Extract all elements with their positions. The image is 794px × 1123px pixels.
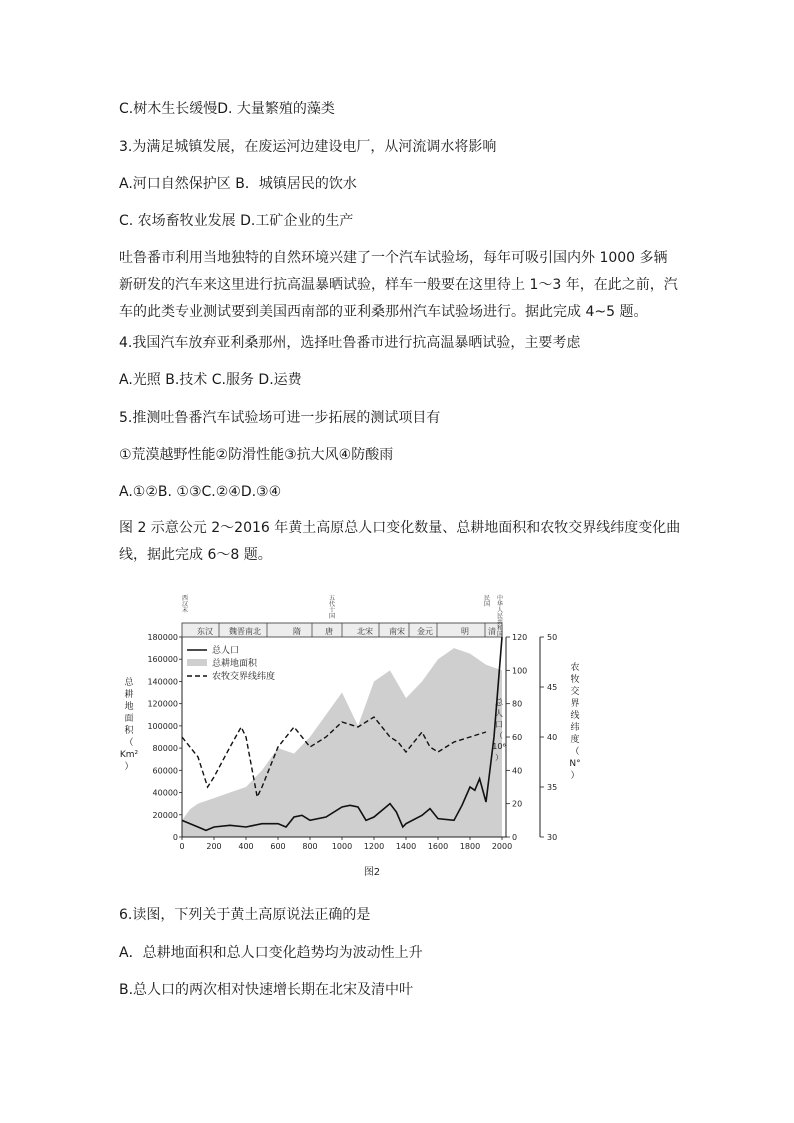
left-tick-label: 140000: [147, 677, 178, 687]
left-axis-title-char: 总: [124, 678, 134, 688]
x-tick-label: 800: [302, 842, 318, 851]
left-tick-label: 80000: [152, 744, 178, 754]
latitude-axis-title-char: 牧: [570, 675, 580, 685]
population-tick-label: 120: [512, 633, 528, 642]
x-tick-label: 1200: [363, 842, 385, 851]
x-tick-label: 200: [206, 842, 222, 851]
question-2-options-cd: C.树木生长缓慢D. 大量繁殖的藻类: [119, 101, 335, 117]
dynasty-top-label-char: 人: [496, 607, 504, 614]
dynasty-label: 明: [461, 627, 469, 636]
population-axis-title-char: 人: [495, 709, 503, 718]
left-axis-title-char: 积: [124, 726, 134, 736]
latitude-tick-label: 50: [547, 633, 558, 642]
question-6-option-a: A．总耕地面积和总人口变化趋势均为波动性上升: [119, 945, 423, 961]
left-axis-title-char: 耕: [124, 690, 134, 700]
population-axis-title-char: 10⁶: [492, 742, 506, 751]
question-6-stem: 6.读图，下列关于黄土高原说法正确的是: [119, 907, 371, 923]
left-tick-label: 180000: [147, 633, 178, 642]
latitude-axis-title-char: ）: [570, 771, 580, 781]
x-tick-label: 1800: [459, 842, 481, 851]
population-tick-label: 20: [512, 799, 523, 809]
left-tick-label: 20000: [152, 810, 178, 820]
population-tick-label: 100: [512, 666, 528, 676]
left-axis-title-char: 面: [124, 714, 134, 724]
dynasty-top-label-char: 汉: [181, 601, 189, 608]
dynasty-label: 魏晋南北: [229, 627, 261, 636]
left-tick-label: 160000: [147, 655, 178, 665]
latitude-axis-title-char: 纬: [570, 723, 580, 733]
left-tick-label: 40000: [152, 788, 178, 798]
x-tick-label: 1600: [427, 842, 449, 851]
x-tick-label: 2000: [491, 842, 513, 851]
left-tick-label: 120000: [147, 699, 178, 709]
dynasty-top-label-char: 和: [496, 625, 504, 632]
x-tick-label: 0: [179, 842, 185, 851]
dynasty-label: 唐: [325, 627, 333, 636]
legend-latitude-label: 农牧交界线纬度: [212, 672, 276, 682]
question-5-items: ①荒漠越野性能②防滑性能③抗大风④防酸雨: [119, 447, 394, 463]
question-4-stem: 4.我国汽车放弃亚利桑那州，选择吐鲁番市进行抗高温暴晒试验，主要考虑: [119, 335, 581, 351]
left-axis-title-char: （: [124, 738, 134, 748]
latitude-tick-label: 45: [547, 683, 558, 692]
x-tick-label: 1000: [331, 842, 353, 851]
left-tick-label: 0: [172, 833, 178, 842]
latitude-axis-title-char: 界: [570, 699, 580, 709]
population-axis-title-char: （: [495, 731, 503, 740]
figure-caption: 图2: [363, 867, 381, 878]
population-tick-label: 60: [512, 733, 523, 742]
passage-turpan: [119, 245, 689, 326]
dynasty-label: 隋: [293, 627, 301, 636]
dynasty-top-label-char: 西: [181, 595, 189, 602]
dynasty-top-label-char: 民: [483, 595, 491, 602]
x-tick-label: 600: [270, 842, 286, 851]
dynasty-top-label-char: 代: [328, 601, 336, 608]
legend-population-label: 总人口: [212, 646, 240, 656]
left-tick-label: 100000: [147, 721, 178, 731]
question-3-stem: 3.为满足城镇发展，在废运河边建设电厂，从河流调水将影响: [119, 139, 497, 155]
population-tick-label: 0: [512, 833, 518, 842]
latitude-axis-title-char: N°: [569, 759, 581, 769]
left-axis-title-char: 地: [124, 702, 134, 712]
latitude-tick-label: 40: [547, 733, 558, 742]
passage-line: 线，据此完成 6～8 题。: [119, 547, 272, 563]
population-axis-title-char: 口: [495, 720, 503, 729]
x-tick-label: 400: [238, 842, 254, 851]
dynasty-top-label-char: 中: [496, 595, 504, 602]
passage-line: 新研发的汽车来这里进行抗高温暴晒试验，样车一般要在这里待上 1～3 年，在此之前，汽: [119, 277, 678, 293]
left-tick-label: 60000: [152, 766, 178, 776]
passage-line: 吐鲁番市利用当地独特的自然环境兴建了一个汽车试验场，每年可吸引国内外 1000 多辆: [119, 250, 668, 266]
left-axis-title-char: ）: [124, 762, 134, 772]
passage-line: 图 2 示意公元 2～2016 年黄土高原总人口变化数量、总耕地面积和农牧交界线纬度变化曲: [119, 520, 681, 536]
latitude-axis-title-char: 交: [570, 687, 580, 697]
latitude-axis-title-char: 农: [570, 663, 580, 673]
dynasty-top-label-char: 十: [328, 607, 336, 614]
dynasty-top-label-char: 国: [328, 613, 336, 620]
legend-area-swatch: [187, 659, 207, 666]
question-5-options: A.①②B. ①③C.②④D.③④: [119, 484, 282, 500]
latitude-axis-title-char: 线: [570, 711, 580, 721]
loess-plateau-chart: [117, 590, 597, 880]
question-5-stem: 5.推测吐鲁番汽车试验场可进一步拓展的测试项目有: [119, 410, 441, 426]
latitude-axis-title-char: 度: [570, 735, 580, 745]
legend-area-label: 总耕地面积: [212, 659, 258, 669]
latitude-tick-label: 35: [547, 783, 558, 792]
dynasty-label: 清: [488, 627, 496, 636]
dynasty-top-label-char: 国: [496, 631, 504, 638]
dynasty-label: 北宋: [357, 627, 373, 636]
question-3-options-ab: A.河口自然保护区 B．城镇居民的饮水: [119, 176, 357, 192]
dynasty-label: 东汉: [197, 627, 213, 636]
population-tick-label: 80: [512, 699, 523, 709]
question-6-option-b: B.总人口的两次相对快速增长期在北宋及清中叶: [119, 982, 414, 998]
latitude-axis-title-char: （: [570, 747, 580, 757]
dynasty-label: 金元: [417, 627, 433, 636]
population-axis-title-char: 总: [495, 698, 503, 707]
passage-figure-2: [119, 515, 689, 569]
question-3-options-cd: C. 农场畜牧业发展 D.工矿企业的生产: [119, 213, 354, 229]
passage-line: 车的此类专业测试要到美国西南部的亚利桑那州汽车试验场进行。据此完成 4~5 题。: [119, 304, 648, 320]
latitude-tick-label: 30: [547, 833, 558, 842]
dynasty-top-label-char: 国: [483, 601, 491, 608]
dynasty-top-label-char: 五: [328, 595, 336, 602]
question-4-options: A.光照 B.技术 C.服务 D.运费: [119, 372, 302, 388]
dynasty-top-label-char: 民: [496, 613, 504, 620]
population-axis-title-char: ）: [495, 753, 503, 762]
dynasty-label: 南宋: [389, 627, 405, 636]
dynasty-top-label-char: 共: [496, 619, 504, 626]
x-tick-label: 1400: [395, 842, 417, 851]
dynasty-top-label-char: 末: [181, 607, 189, 614]
population-tick-label: 40: [512, 766, 523, 776]
dynasty-top-label-char: 华: [496, 601, 504, 608]
left-axis-title-char: Km²: [119, 750, 139, 760]
